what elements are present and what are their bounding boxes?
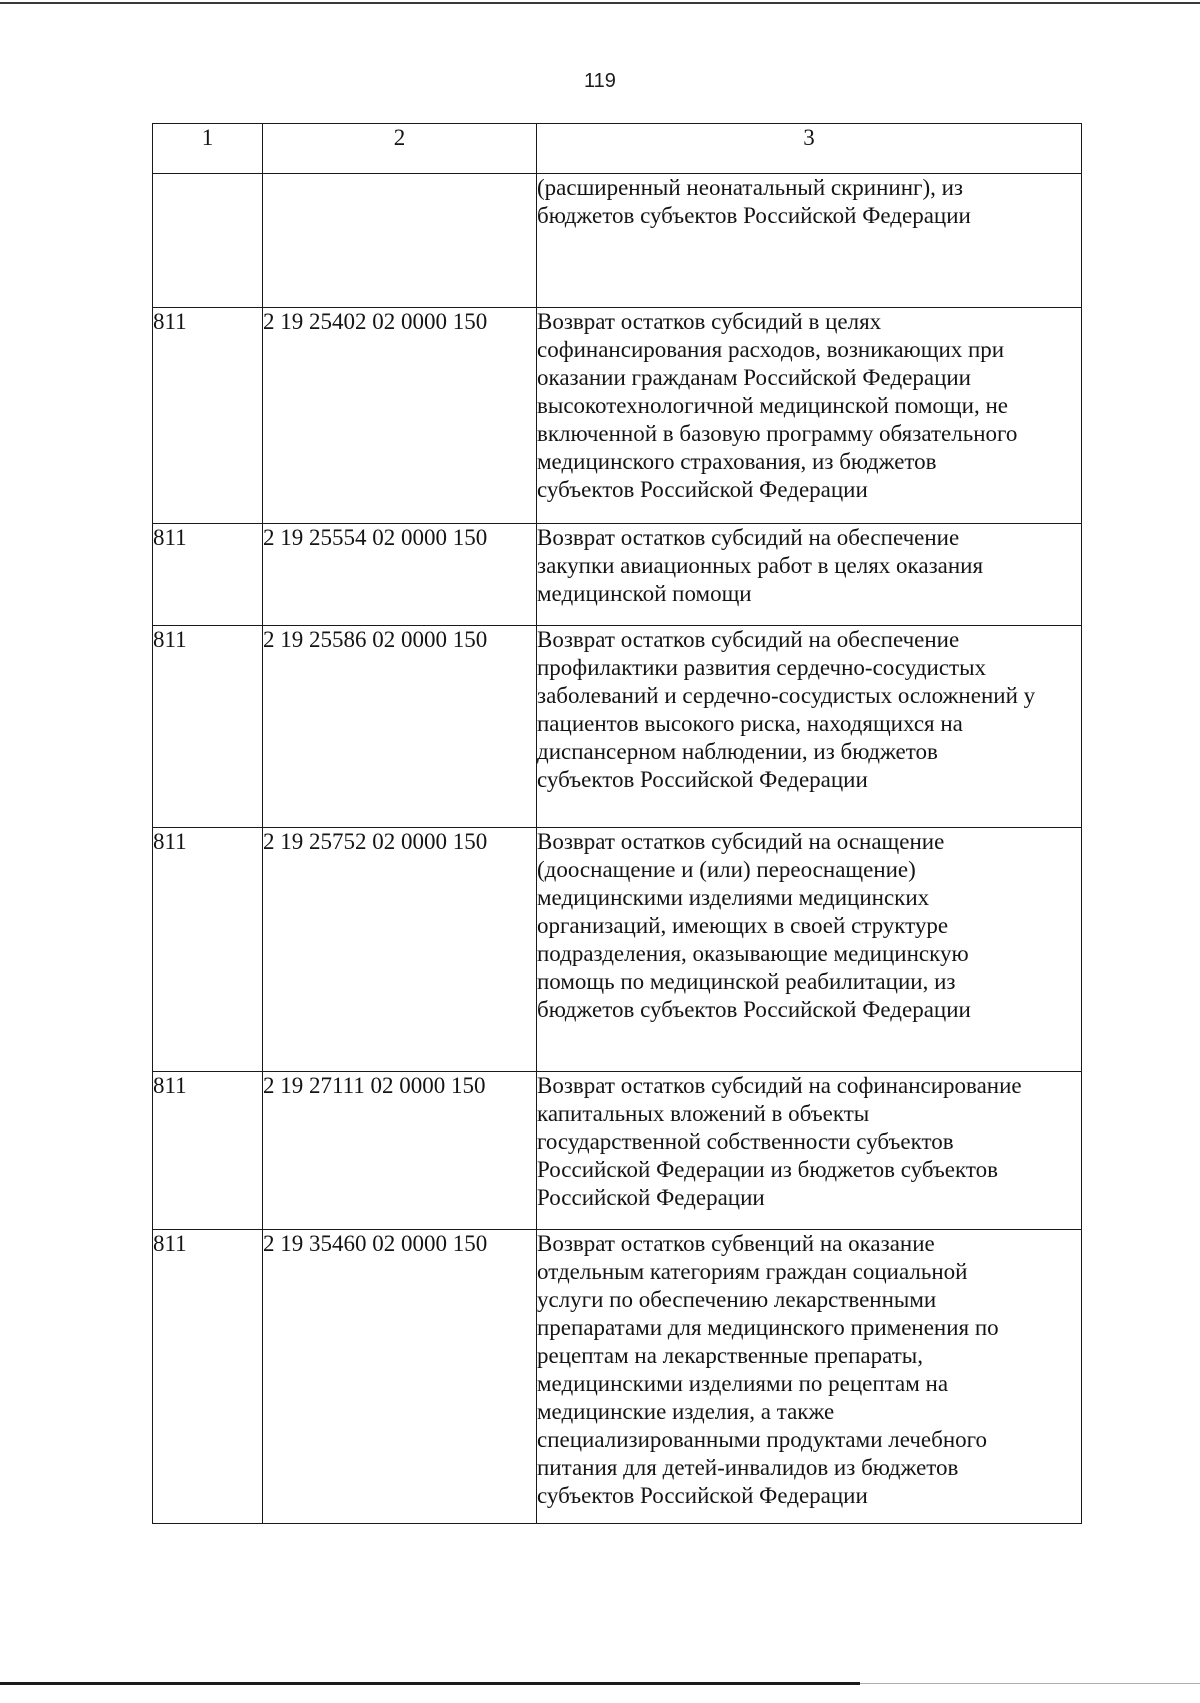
admin-code-cell (153, 174, 263, 308)
description-line: субъектов Российской Федерации (537, 477, 868, 502)
admin-code-cell: 811 (153, 1072, 263, 1230)
description-line: отдельным категориям граждан социальной (537, 1259, 968, 1284)
description-line: препаратами для медицинского применения по (537, 1315, 999, 1340)
budget-code-cell (263, 174, 537, 308)
description-line: (расширенный неонатальный скрининг), из (537, 175, 964, 200)
description-cell (537, 174, 1082, 308)
description-line: Российской Федерации (537, 1185, 765, 1210)
description-cell (537, 626, 1082, 828)
table-row (153, 524, 1082, 626)
description-line: закупки авиационных работ в целях оказания (537, 553, 984, 578)
description-line: бюджетов субъектов Российской Федерации (537, 997, 971, 1022)
admin-code-cell: 811 (153, 524, 263, 626)
description-cell (537, 1230, 1082, 1524)
description-cell (537, 1072, 1082, 1230)
description-line: питания для детей-инвалидов из бюджетов (537, 1455, 959, 1480)
description-line: медицинскими изделиями по рецептам на (537, 1371, 949, 1396)
description-line: помощь по медицинской реабилитации, из (537, 969, 956, 994)
admin-code-cell: 811 (153, 308, 263, 524)
table-row (153, 174, 1082, 308)
description-line: капитальных вложений в объекты (537, 1101, 870, 1126)
description-line: субъектов Российской Федерации (537, 767, 868, 792)
bottom-edge-rule-faint (860, 1683, 1200, 1684)
table-row (153, 1072, 1082, 1230)
budget-code-cell: 2 19 35460 02 0000 150 (263, 1230, 537, 1524)
column-header-2: 2 (263, 124, 537, 174)
description-line: медицинского страхования, из бюджетов (537, 449, 937, 474)
description-line: Возврат остатков субсидий на софинансирование (537, 1073, 1022, 1098)
description-line: медицинской помощи (537, 581, 752, 606)
bottom-edge-rule (0, 1682, 860, 1685)
kbk-table (152, 123, 1082, 1524)
budget-code-cell: 2 19 25586 02 0000 150 (263, 626, 537, 828)
description-line: Возврат остатков субвенций на оказание (537, 1231, 935, 1256)
column-header-3: 3 (537, 124, 1082, 174)
table-row (153, 828, 1082, 1072)
top-edge-rule (0, 2, 1200, 4)
description-line: пациентов высокого риска, находящихся на (537, 711, 963, 736)
budget-code-cell: 2 19 27111 02 0000 150 (263, 1072, 537, 1230)
description-line: специализированными продуктами лечебного (537, 1427, 988, 1452)
description-line: профилактики развития сердечно-сосудистых (537, 655, 987, 680)
description-line: диспансерном наблюдении, из бюджетов (537, 739, 938, 764)
description-cell (537, 308, 1082, 524)
admin-code-cell: 811 (153, 828, 263, 1072)
description-line: подразделения, оказывающие медицинскую (537, 941, 969, 966)
description-line: государственной собственности субъектов (537, 1129, 954, 1154)
table-header-row (153, 124, 1082, 174)
description-line: оказании гражданам Российской Федерации (537, 365, 971, 390)
budget-code-cell: 2 19 25554 02 0000 150 (263, 524, 537, 626)
admin-code-cell: 811 (153, 1230, 263, 1524)
description-line: Возврат остатков субсидий на обеспечение (537, 525, 960, 550)
table-row (153, 626, 1082, 828)
description-line: медицинские изделия, а также (537, 1399, 835, 1424)
description-line: Возврат остатков субсидий в целях (537, 309, 882, 334)
description-line: бюджетов субъектов Российской Федерации (537, 203, 971, 228)
column-header-1: 1 (153, 124, 263, 174)
table-row (153, 308, 1082, 524)
description-line: рецептам на лекарственные препараты, (537, 1343, 923, 1368)
description-cell (537, 828, 1082, 1072)
description-line: услуги по обеспечению лекарственными (537, 1287, 937, 1312)
description-line: субъектов Российской Федерации (537, 1483, 868, 1508)
description-line: заболеваний и сердечно-сосудистых осложнений у (537, 683, 1036, 708)
description-line: организаций, имеющих в своей структуре (537, 913, 949, 938)
budget-code-cell: 2 19 25752 02 0000 150 (263, 828, 537, 1072)
table-body (153, 174, 1082, 1524)
description-line: высокотехнологичной медицинской помощи, не (537, 393, 1008, 418)
description-cell (537, 524, 1082, 626)
description-line: Российской Федерации из бюджетов субъектов (537, 1157, 998, 1182)
description-line: софинансирования расходов, возникающих при (537, 337, 1005, 362)
description-line: медицинскими изделиями медицинских (537, 885, 930, 910)
page-number: 119 (584, 70, 616, 92)
description-line: включенной в базовую программу обязательного (537, 421, 1018, 446)
description-line: Возврат остатков субсидий на обеспечение (537, 627, 960, 652)
description-line: (дооснащение и (или) переоснащение) (537, 857, 916, 882)
admin-code-cell: 811 (153, 626, 263, 828)
budget-code-cell: 2 19 25402 02 0000 150 (263, 308, 537, 524)
table-row (153, 1230, 1082, 1524)
description-line: Возврат остатков субсидий на оснащение (537, 829, 945, 854)
